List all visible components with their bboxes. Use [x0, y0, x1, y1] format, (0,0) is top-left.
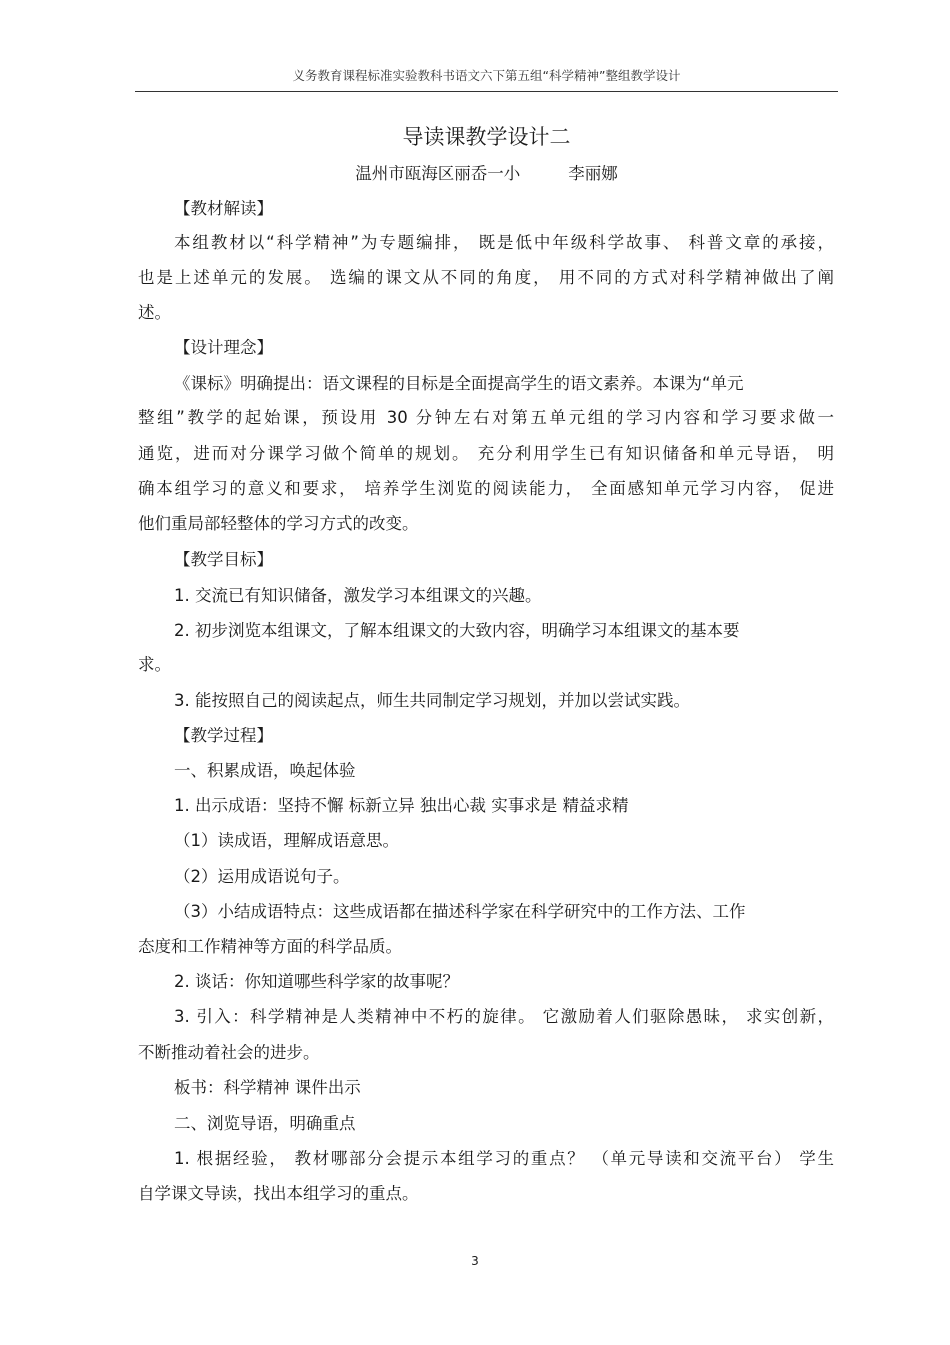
text-line: （3）小结成语特点：这些成语都在描述科学家在科学研究中的工作方法、工作 [174, 902, 746, 921]
text-line: 《课标》明确提出：语文课程的目标是全面提高学生的语文素养。本课为“单元 [174, 374, 744, 393]
text-line: 不断推动着社会的进步。 [138, 1043, 320, 1062]
header-rule [135, 91, 838, 92]
author-name: 李丽娜 [568, 164, 618, 183]
section-heading: 【设计理念】 [174, 338, 273, 357]
text-line: 态度和工作精神等方面的科学品质。 [138, 937, 402, 956]
text-line: 3. 引入：科学精神是人类精神中不朽的旋律。 它激励着人们驱除愚昧， 求实创新， [174, 1007, 834, 1026]
text-line: 他们重局部轻整体的学习方式的改变。 [138, 514, 419, 533]
text-line: 确本组学习的意义和要求， 培养学生浏览的阅读能力， 全面感知单元学习内容， 促进 [138, 479, 834, 498]
section-heading: 【教学过程】 [174, 726, 273, 745]
text-line: 板书：科学精神 课件出示 [174, 1078, 361, 1097]
document-title: 导读课教学设计二 [402, 125, 571, 149]
text-line: 本组教材以“科学精神”为专题编排， 既是低中年级科学故事、 科普文章的承接， [174, 233, 834, 252]
page-number: 3 [471, 1254, 479, 1268]
text-line: 2. 谈话：你知道哪些科学家的故事呢？ [174, 972, 459, 991]
text-line: 1. 出示成语：坚持不懈 标新立异 独出心裁 实事求是 精益求精 [174, 796, 629, 815]
section-heading: 【教材解读】 [174, 199, 273, 218]
text-line: 1. 交流已有知识储备，激发学习本组课文的兴趣。 [174, 586, 542, 605]
text-line: 述。 [138, 303, 171, 322]
text-line: 二、浏览导语，明确重点 [174, 1114, 356, 1133]
text-line: 整组”教学的起始课，预设用 30 分钟左右对第五单元组的学习内容和学习要求做一 [138, 408, 834, 427]
text-line: 1. 根据经验， 教材哪部分会提示本组学习的重点？ （单元导读和交流平台） 学生 [174, 1149, 834, 1168]
text-line: 2. 初步浏览本组课文，了解本组课文的大致内容，明确学习本组课文的基本要 [174, 621, 740, 640]
text-line: （2）运用成语说句子。 [174, 867, 350, 886]
text-line: （1）读成语，理解成语意思。 [174, 831, 399, 850]
section-heading: 【教学目标】 [174, 550, 273, 569]
running-header: 义务教育课程标准实验教科书语文六下第五组“科学精神”整组教学设计 [292, 68, 681, 83]
text-line: 一、积累成语，唤起体验 [174, 761, 356, 780]
text-line: 也是上述单元的发展。 选编的课文从不同的角度， 用不同的方式对科学精神做出了阐 [138, 268, 834, 287]
text-line: 求。 [138, 655, 171, 674]
text-line: 通览，进而对分课学习做个简单的规划。 充分利用学生已有知识储备和单元导语， 明 [138, 444, 834, 463]
author-line [135, 160, 838, 184]
text-line: 3. 能按照自己的阅读起点，师生共同制定学习规划，并加以尝试实践。 [174, 691, 690, 710]
text-line: 自学课文导读，找出本组学习的重点。 [138, 1184, 419, 1203]
author-school: 温州市瓯海区丽岙一小 [355, 164, 521, 183]
